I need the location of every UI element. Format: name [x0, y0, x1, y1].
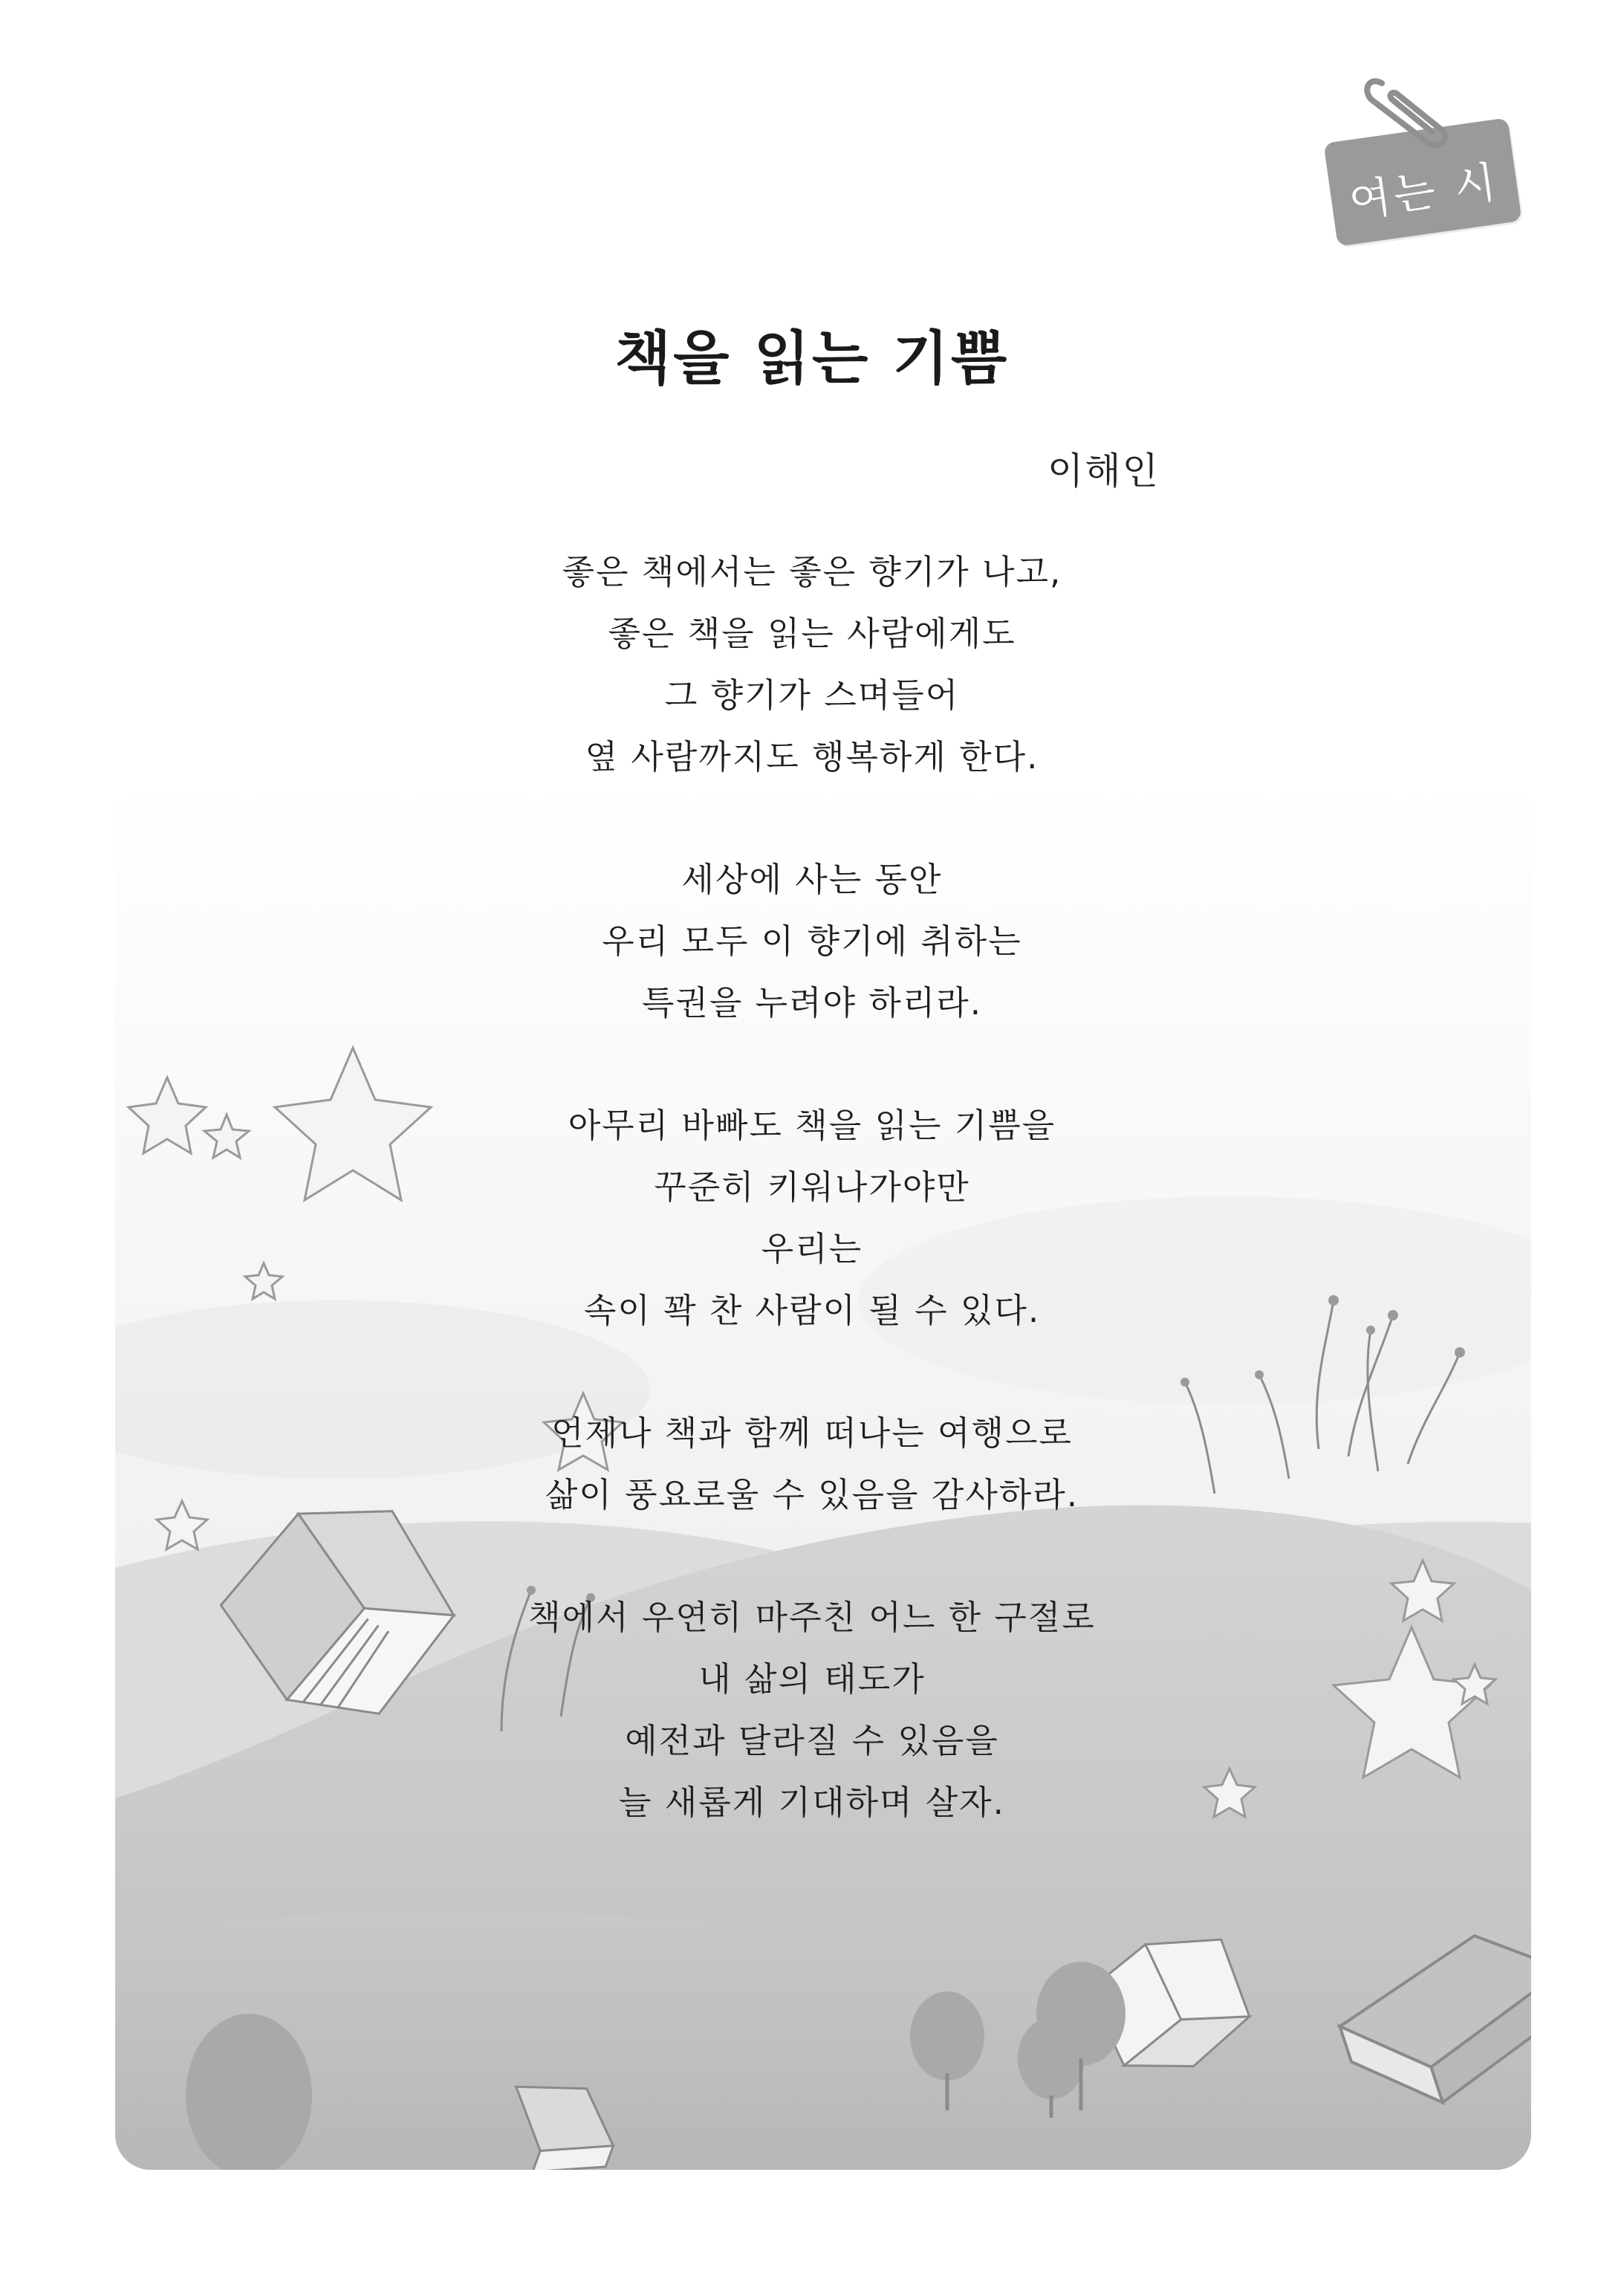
poem-line: 특권을 누려야 하리라. [641, 983, 983, 1022]
stanza [0, 1095, 1624, 1341]
poem-line: 우리는 [761, 1229, 863, 1268]
poem-line: 예전과 달라질 수 있음을 [625, 1721, 999, 1760]
poem-line: 늘 새롭게 기대하며 살자. [619, 1783, 1005, 1822]
poem-body [0, 541, 1624, 1894]
stanza [0, 541, 1624, 788]
poem-line: 옆 사람까지도 행복하게 한다. [585, 737, 1039, 777]
stanza [0, 1402, 1624, 1526]
poem-line: 책에서 우연히 마주친 어느 한 구절로 [528, 1598, 1096, 1637]
poem-line: 그 향기가 스며들어 [664, 675, 960, 715]
poem-line: 우리 모두 이 향기에 취하는 [602, 921, 1022, 961]
poem-line: 속이 꽉 찬 사람이 될 수 있다. [583, 1291, 1041, 1330]
poem-line: 아무리 바빠도 책을 읽는 기쁨을 [568, 1106, 1056, 1145]
poem-line: 꾸준히 키워나가야만 [654, 1167, 970, 1207]
section-tag-label: 여는 시 [1345, 156, 1502, 227]
poem-line: 삶이 풍요로울 수 있음을 감사하라. [545, 1475, 1079, 1514]
poem-line: 세상에 사는 동안 [681, 860, 943, 899]
poem-line: 내 삶의 태도가 [698, 1659, 926, 1699]
stanza [0, 1586, 1624, 1833]
poem-line: 좋은 책에서는 좋은 향기가 나고, [562, 552, 1062, 591]
poem-title: 책을 읽는 기쁨 [614, 325, 1010, 392]
stanza [0, 849, 1624, 1034]
poem-line: 언제나 책과 함께 떠나는 여행으로 [551, 1413, 1073, 1453]
poem-author: 이해인 [1048, 450, 1160, 493]
paperclip-icon [1360, 68, 1456, 158]
poem-line: 좋은 책을 읽는 사람에게도 [608, 614, 1016, 653]
